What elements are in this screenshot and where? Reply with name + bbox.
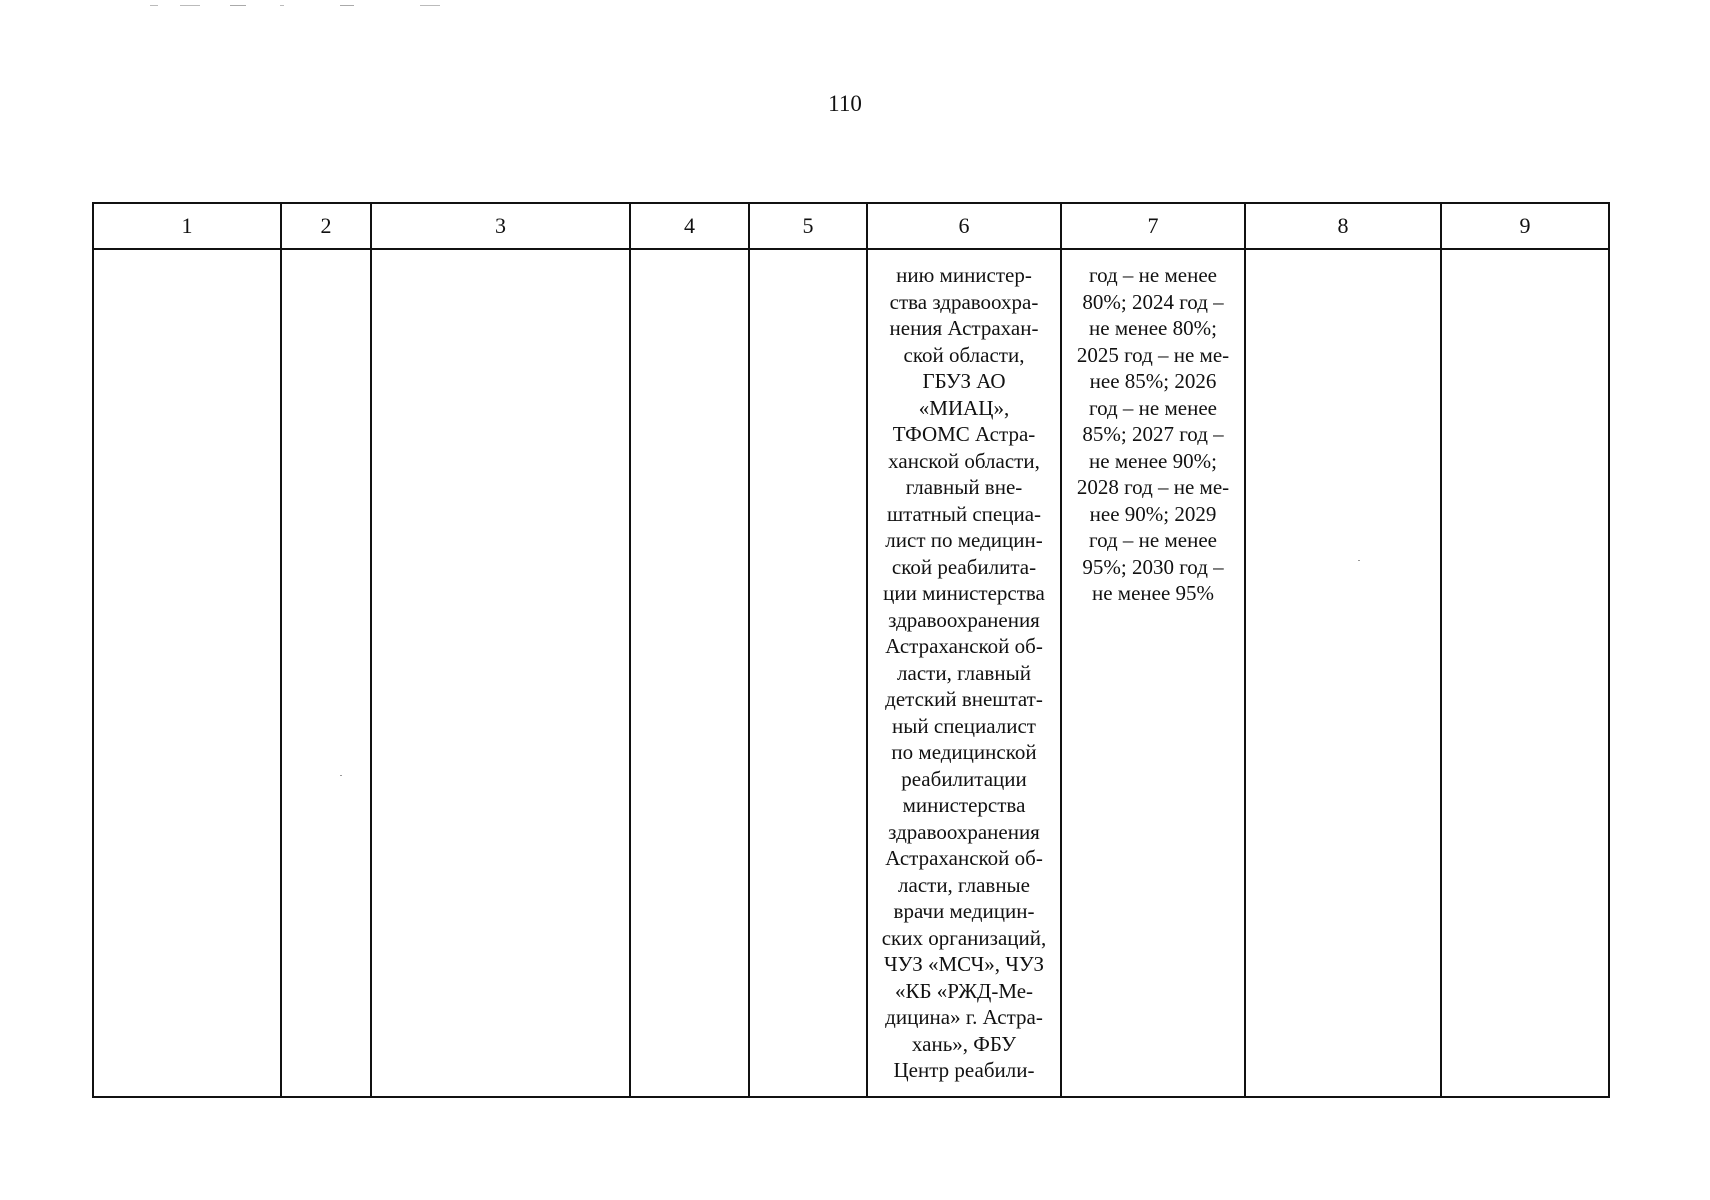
cell-text-col5 [750,250,866,262]
cell-text-col8 [1246,250,1440,262]
column-header-3: 3 [371,203,630,249]
responsible-executors-text: нию министер- ства здравоохра- нения Астрахан- ской области, ГБУЗ АО «МИАЦ», ТФОМС Астра- ханской области, главный вне- штатный специа- лист по медицин- ской реабилита- ции министерства здравоохранения Астраханской об- ласти, главный детский внештат- ный специалист по медицинской реабилитации министерства здравоохранения Астраханской об- ласти, главные врачи медицин- ских организаций, ЧУЗ «МСЧ», ЧУЗ «КБ «РЖД-Ме- дицина» г. Астра- хань», ФБУ Центр реабили- [881,263,1047,1082]
table-row [93,249,1609,1097]
table-cell-col2 [281,249,371,1097]
table-cell-col4 [630,249,749,1097]
cell-text-col3 [372,250,629,262]
table-cell-col3 [371,249,630,1097]
column-header-1: 1 [93,203,281,249]
column-header-5: 5 [749,203,867,249]
table-cell-col1 [93,249,281,1097]
column-header-6: 6 [867,203,1061,249]
cell-text-col9 [1442,250,1608,262]
table-cell-col8 [1245,249,1441,1097]
column-header-8: 8 [1245,203,1441,249]
cell-text-col1 [94,250,280,262]
yearly-targets-text: год – не менее 80%; 2024 год – не менее 80%; 2025 год – не ме- нее 85%; 2026 год – не менее 85%; 2027 год – не менее 90%; 2028 год – не ме- нее 90%; 2029 год – не менее 95%; 2030 год – не менее 95% [1076,263,1230,605]
scan-artifact-marks [150,4,470,7]
column-header-7: 7 [1061,203,1245,249]
page-number: 110 [828,91,862,116]
header-row [93,203,1609,249]
scan-speck [340,775,342,776]
cell-text-col4 [631,250,748,262]
cell-text-col2 [282,250,370,262]
table-cell-targets [1061,249,1245,1097]
column-header-4: 4 [630,203,749,249]
column-header-2: 2 [281,203,371,249]
table-cell-col9 [1441,249,1609,1097]
scan-speck [1358,560,1360,561]
table-cell-col5 [749,249,867,1097]
table-cell-responsible [867,249,1061,1097]
data-table [92,202,1610,1098]
column-header-9: 9 [1441,203,1609,249]
